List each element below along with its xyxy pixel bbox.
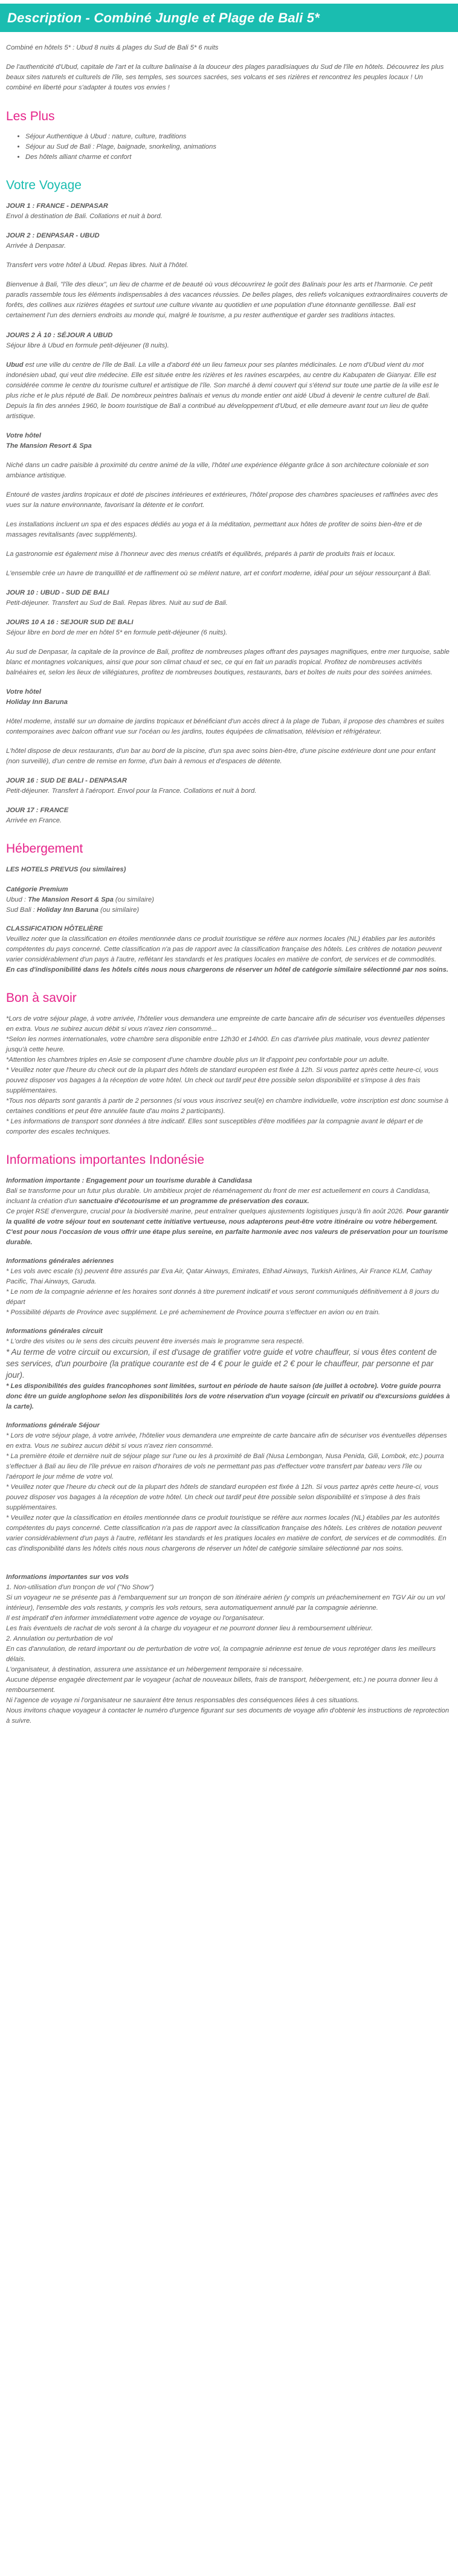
- sejour-label: Informations générale Séjour: [6, 1422, 100, 1430]
- engagement-text-2-plain: Ce projet RSE d'envergure, crucial pour la biodiversité marine, peut entraîner quelques ajustements logistiques jusqu'à fin août 2026.: [6, 1208, 407, 1216]
- bon-a-savoir: [6, 1014, 450, 1137]
- classification-text: Veuillez noter que la classification en étoiles mentionnée dans ce produit touristique se réfère aux normes locales (NL) établies par les autorités compétentes du pays concerné. Cette classification n'a pas de rapport avec la classification française des hôtels. Les critères de notation peuvent varier considérablement d'un pays à l'autre, reflétant les standards et les pratiques locales en matière de confort, de services et de commodités.: [6, 935, 442, 964]
- vols-line: Aucune dépense engagée directement par le voyageur (achat de nouveaux billets, frais de transport, hébergement, etc.) ne pourra donner lieu à remboursement.: [6, 1676, 438, 1694]
- page-title: Description - Combiné Jungle et Plage de Bali 5*: [0, 4, 458, 32]
- itinerary-text: Séjour libre à Ubud en formule petit-déjeuner (8 nuits).: [6, 341, 169, 349]
- hotel-line-suffix: (ou similaire): [98, 906, 140, 914]
- itinerary-text: La gastronomie est également mise à l'honneur avec des menus créatifs et équilibrés, préparés à partir de produits frais et locaux.: [6, 550, 396, 558]
- itinerary-block: [6, 520, 450, 540]
- engagement: [6, 1176, 450, 1248]
- infos-circuit: [6, 1326, 450, 1412]
- itinerary-text: Envol à destination de Bali. Collations et nuit à bord.: [6, 213, 163, 221]
- bon-line: *Tous nos départs sont garantis à partir de 2 personnes (si vous vous inscrivez seul(e) en chambre individuelle, votre inscription est donc soumise à certaines conditions et peut être annulée faute d'au moins 2 participants).: [6, 1097, 449, 1115]
- itinerary-label: JOUR 10 : UBUD - SUD DE BALI: [6, 589, 109, 596]
- itinerary-label: JOUR 1 : FRANCE - DENPASAR: [6, 202, 108, 210]
- vols-line: En cas d'annulation, de retard important ou de perturbation de votre vol, la compagnie aérienne est tenue de vous reprotéger dans les meilleurs délais.: [6, 1645, 436, 1664]
- description-content: [0, 43, 458, 1726]
- itinerary-block: [6, 746, 450, 767]
- itinerary-block: [6, 776, 450, 796]
- itinerary-label: JOURS 2 À 10 : SÉJOUR A UBUD: [6, 331, 113, 339]
- engagement-text-2: [6, 1207, 450, 1248]
- itinerary-block: [6, 431, 450, 451]
- bon-line: *Attention les chambres triples en Asie se composent d'une chambre double plus un lit d'appoint peu confortable pour un adulte.: [6, 1056, 389, 1064]
- sejour-line: * Lors de votre séjour plage, à votre arrivée, l'hôtelier vous demandera une empreinte de carte bancaire afin de sécuriser vos éventuelles dépenses en extra. Vous ne subirez aucun débit si vous n'avez rien consommé.: [6, 1432, 447, 1450]
- hotel-line-prefix: Sud Bali :: [6, 906, 37, 914]
- infos-vols: [6, 1572, 450, 1726]
- itinerary-text: Petit-déjeuner. Transfert à l'aéroport. Envol pour la France. Collations et nuit à bord.: [6, 787, 257, 795]
- itinerary-block: [6, 805, 450, 826]
- vols-line: Il est impératif d'en informer immédiatement votre agence de voyage ou l'organisateur.: [6, 1615, 265, 1622]
- itinerary-lead: Ubud: [6, 361, 24, 369]
- intro-subtitle: Combiné en hôtels 5* : Ubud 8 nuits & plages du Sud de Bali 5* 6 nuits: [6, 44, 219, 52]
- itinerary-block: [6, 490, 450, 511]
- infos-sejour: [6, 1421, 450, 1554]
- engagement-text: Bali se transforme pour un futur plus durable. Un ambitieux projet de réaménagement du front de mer est actuellement en cours à Candidasa, incluant la création d'un: [6, 1187, 431, 1206]
- vols-line: Nous invitons chaque voyageur à contacter le numéro d'urgence figurant sur ses documents de voyage afin d'obtenir les instructions de reprotection à suivre.: [6, 1707, 450, 1725]
- circuit-guides: * Les disponibilités des guides francophones sont limitées, surtout en période de haute saison (de juillet à octobre). Votre guide pourra donc être un guide anglophone selon les disponibilités lors de votre réservation d'un voyage (circuit en privatif ou d'excursions guidées à la carte).: [6, 1383, 450, 1411]
- classification: [6, 924, 450, 975]
- vols-line: 2. Annulation ou perturbation de vol: [6, 1635, 113, 1643]
- engagement-text-2-bold: Pour garantir la qualité de votre séjour tout en soutenant cette initiative vertueuse, nous adapterons peut-être votre itinéraire ou votre hébergement. C'est pour nous l'occasion de vous offrir une étape plus sereine, en parfaite harmonie avec nos valeurs de préservation pour un tourisme durable.: [6, 1208, 449, 1247]
- sejour-line: * Veuillez noter que la classification en étoiles mentionnée dans ce produit touristique se réfère aux normes locales (NL) établies par les autorités compétentes du pays concerné. Cette classification n'a pas de rapport avec la classification française des hôtels. Les critères de notation peuvent varier considérablement d'un pays à l'autre, reflétant les standards et les pratiques locales en matière de confort, de services et de commodités. En cas d'indisponibilité dans les hôtels cités nous nous chargerons de réserver un hôtel de catégorie similaire sélectionné par nos soins.: [6, 1514, 447, 1553]
- hotels-prevus-label: LES HOTELS PREVUS (ou similaires): [6, 865, 126, 873]
- itinerary-text: Niché dans un cadre paisible à proximité du centre animé de la ville, l'hôtel une expérience élégante grâce à son architecture coloniale et son ambiance artistique.: [6, 461, 429, 479]
- itinerary-block: [6, 280, 450, 321]
- vols-label: Informations importantes sur vos vols: [6, 1574, 129, 1581]
- engagement-label: Information importante : Engagement pour un tourisme durable à Candidasa: [6, 1177, 253, 1185]
- vols-line: Ni l'agence de voyage ni l'organisateur ne sauraient être tenus responsables des conséquences liées à ces situations.: [6, 1697, 360, 1705]
- vols-line: Si un voyageur ne se présente pas à l'embarquement sur un tronçon de son itinéraire aérien (y compris un préacheminement en TGV Air ou un vol intérieur), l'ensemble des vols restants, y compris les vols retours, sera automatiquement annulé par la compagnie aérienne.: [6, 1594, 445, 1612]
- itinerary-label: JOUR 16 : SUD DE BALI - DENPASAR: [6, 776, 127, 784]
- vols-line: L'organisateur, à destination, assurera une assistance et un hébergement temporaire si nécessaire.: [6, 1666, 304, 1674]
- infos-generales: [6, 1256, 450, 1318]
- circuit-label: Informations générales circuit: [6, 1328, 103, 1335]
- plus-item: • Des hôtels alliant charme et confort: [25, 152, 450, 163]
- bon-line: *Selon les normes internationales, votre chambre sera disponible entre 12h30 et 14h00. En cas d'arrivée plus matinale, vous devrez patienter jusqu'à cette heure.: [6, 1036, 430, 1054]
- plus-item: • Séjour au Sud de Bali : Plage, baignade, snorkeling, animations: [25, 142, 450, 152]
- itinerary-block: [6, 231, 450, 251]
- hotels-prevus: [6, 865, 450, 915]
- itinerary-block: [6, 549, 450, 560]
- itinerary-label: JOUR 17 : FRANCE: [6, 807, 69, 815]
- engagement-bold: sanctuaire d'écotourisme et un programme de préservation des coraux.: [79, 1198, 309, 1206]
- itinerary-label: JOURS 10 A 16 : SEJOUR SUD DE BALI: [6, 618, 134, 626]
- bon-line: * Veuillez noter que l'heure du check out de la plupart des hôtels de standard européen est fixée à 12h. Si vous partez après cette heure-ci, vous pouvez disposer vos bagages à la réception de votre hôtel. Un check out tardif peut être possible selon disponibilité et s'impose à des frais supplémentaires.: [6, 1067, 439, 1095]
- itinerary-text: L'hôtel dispose de deux restaurants, d'un bar au bord de la piscine, d'un spa avec soins bien-être, d'une piscine extérieure dont une pour enfant (non surveillé), d'un centre de remise en forme, d'un bain à remous et d'espaces de détente.: [6, 747, 436, 765]
- hotel-name: Holiday Inn Baruna: [37, 906, 98, 914]
- infos-heading: Informations importantes Indonésie: [6, 1153, 205, 1167]
- itinerary-text: Arrivée en France.: [6, 817, 62, 825]
- voyage-itinerary: [6, 201, 450, 826]
- itinerary-text: The Mansion Resort & Spa: [6, 442, 92, 450]
- itinerary-label: JOUR 2 : DENPASAR - UBUD: [6, 232, 100, 240]
- classification-bold: En cas d'indisponibilité dans les hôtels cités nous nous chargerons de réserver un hôtel de catégorie similaire sélectionné par nos soins.: [6, 966, 448, 974]
- itinerary-text: Les installations incluent un spa et des espaces dédiés au yoga et à la méditation, permettant aux hôtes de profiter de soins bien-être et de massages revitalisants (avec suppléments).: [6, 520, 422, 538]
- itinerary-block: [6, 201, 450, 222]
- bon-line: * Les informations de transport sont données à titre indicatif. Elles sont susceptibles d'être modifiées par la compagnie avant le départ et de comporter des escales techniques.: [6, 1118, 423, 1136]
- circuit-line: * L'ordre des visites ou le sens des circuits peuvent être inversés mais le programme sera respecté.: [6, 1338, 305, 1346]
- itinerary-text: Hôtel moderne, installé sur un domaine de jardins tropicaux et bénéficiant d'un accès direct à la plage de Tuban, il propose des chambres et suites contemporaines avec balcon offrant vue sur l'océan ou les jardins, toutes équipées de climatisation, télévision et réfrigérateur.: [6, 717, 445, 735]
- itinerary-block: [6, 360, 450, 422]
- generales-label: Informations générales aériennes: [6, 1257, 114, 1265]
- itinerary-label: Votre hôtel: [6, 431, 42, 439]
- sejour-line: * La première étoile et dernière nuit de séjour plage sur l'une ou les à proximité de Bali (Nusa Lembongan, Nusa Penida, Gili, Lombok, etc.) pourra s'effectuer à Bali au lieu de l'île prévue en raison d'horaires de vols ne permettant pas pas d'effectuer votre transfert par bateau vers l'île ou l'aéroport le jour même de votre vol.: [6, 1453, 444, 1481]
- itinerary-text: Arrivée à Denpasar.: [6, 242, 66, 250]
- itinerary-text: Entouré de vastes jardins tropicaux et doté de piscines intérieures et extérieures, l'hôtel propose des chambres spacieuses et raffinées avec des vues sur la nature environnante, favorisant la détente et le confort.: [6, 491, 438, 509]
- itinerary-text: Au sud de Denpasar, la capitale de la province de Bali, profitez de nombreuses plages offrant des paysages magnifiques, entre mer turquoise, sable blanc et montagnes volcaniques, ainsi que pour son climat chaud et sec, ce qui en fait un paradis tropical. Profitez de nombreuses activités balnéaires et, selon les lieux de villégiatures, profitez de nombreuses boutiques, restaurants, bars et boîtes de nuits pour des soirées animées.: [6, 648, 450, 676]
- category-label: Catégorie Premium: [6, 885, 68, 893]
- hotel-line-suffix: (ou similaire): [113, 896, 154, 903]
- generales-line: * Possibilité départs de Province avec supplément. Le pré acheminement de Province pourra s'effectuer en avion ou en train.: [6, 1309, 381, 1317]
- itinerary-block: [6, 331, 450, 351]
- itinerary-block: [6, 588, 450, 608]
- plus-list: [6, 132, 450, 163]
- bon-heading: Bon à savoir: [6, 991, 77, 1006]
- classification-label: CLASSIFICATION HÔTELIÈRE: [6, 925, 103, 933]
- itinerary-block: [6, 460, 450, 481]
- itinerary-block: [6, 717, 450, 737]
- itinerary-text: L'ensemble crée un havre de tranquillité et de raffinement où se mêlent nature, art et confort moderne, idéal pour un séjour ressourçant à Bali.: [6, 569, 431, 577]
- itinerary-block: [6, 647, 450, 678]
- voyage-heading: Votre Voyage: [6, 178, 82, 193]
- plus-heading: Les Plus: [6, 109, 55, 123]
- generales-line: * Le nom de la compagnie aérienne et les horaires sont donnés à titre purement indicatif et vous seront communiqués définitivement à 8 jours du départ: [6, 1288, 439, 1306]
- hotel-name: The Mansion Resort & Spa: [28, 896, 114, 903]
- itinerary-label: Votre hôtel: [6, 688, 42, 696]
- itinerary-text: est une ville du centre de l'île de Bali. La ville a d'abord été un lieu fameux pour ses plantes médicinales. Le nom d'Ubud vient du mot indonésien ubad, qui veut dire médecine. Elle est située entre les rizières et les ravines escarpées, au centre du Kabupaten de Gianyar. Elle est considérée comme le centre du tourisme culturel et artistique de l'île. Son marché à demi couvert qui s'étend sur toute une partie de la ville est le plus riche et le plus réputé de Bali. De nombreux peintres balinais et venus du monde entier ont aidé Ubud à devenir le centre culturel de Bali. Depuis la fin des années 1960, le boom touristique de Bali a contribué au développement d'Ubud, et elle demeure avant tout un lieu de quête artistique.: [6, 361, 439, 420]
- generales-line: * Les vols avec escale (s) peuvent être assurés par Eva Air, Qatar Airways, Emirates, Etihad Airways, Turkish Airlines, Air France KLM, Cathay Pacific, Thai Airways, Garuda.: [6, 1268, 432, 1286]
- hebergement-heading: Hébergement: [6, 842, 83, 856]
- intro-paragraph: De l'authenticité d'Ubud, capitale de l'art et la culture balinaise à la douceur des plages paradisiaques du Sud de l'île en hôtels. Découvrez les plus beaux sites naturels et culturels de l'île, ses temples, ses sources sacrées, ses volcans et ses rizières et rencontrez les peuples locaux ! Un combiné en liberté pour s'adapter à toutes vos envies !: [6, 63, 444, 92]
- vols-line: 1. Non-utilisation d'un tronçon de vol ("No Show"): [6, 1584, 154, 1592]
- itinerary-text: Holiday Inn Baruna: [6, 698, 68, 706]
- itinerary-block: [6, 260, 450, 271]
- hotel-line-sud: [6, 905, 450, 915]
- hotel-line-prefix: Ubud :: [6, 896, 28, 903]
- itinerary-block: [6, 618, 450, 638]
- itinerary-text: Petit-déjeuner. Transfert au Sud de Bali. Repas libres. Nuit au sud de Bali.: [6, 599, 228, 607]
- itinerary-text: Séjour libre en bord de mer en hôtel 5* en formule petit-déjeuner (6 nuits).: [6, 628, 228, 636]
- sejour-line: * Veuillez noter que l'heure du check out de la plupart des hôtels de standard européen est fixée à 12h. Si vous partez après cette heure-ci, vous pouvez disposer vos bagages à la réception de votre hôtel. Un check out tardif peut être possible selon disponibilité et s'impose à des frais supplémentaires.: [6, 1483, 439, 1512]
- hotel-line-ubud: [6, 895, 450, 905]
- itinerary-block: [6, 569, 450, 579]
- plus-item: • Séjour Authentique à Ubud : nature, culture, traditions: [25, 132, 450, 142]
- itinerary-text: Transfert vers votre hôtel à Ubud. Repas libres. Nuit à l'hôtel.: [6, 262, 189, 270]
- itinerary-text: Bienvenue à Bali, "l'île des dieux", un lieu de charme et de beauté où vous découvrirez le goût des Balinais pour les arts et l'harmonie. Ce petit paradis rassemble tous les éléments indispensables à des vacances réussies. De belles plages, des reliefs volcaniques extraordinaires couverts de forêts, des collines aux rizières étagées et surtout une culture vivante au quotidien et une population d'une étonnante gentillesse. Bali est certainement l'un des derniers endroits au monde qui, malgré le tourisme, a pu rester authentique et garder ses traditions intactes.: [6, 281, 448, 320]
- bon-line: *Lors de votre séjour plage, à votre arrivée, l'hôtelier vous demandera une empreinte de carte bancaire afin de sécuriser vos éventuelles dépenses en extra. Vous ne subirez aucun débit si vous n'avez rien consommé...: [6, 1015, 445, 1033]
- vols-line: Les frais éventuels de rachat de vols seront à la charge du voyageur et ne pourront donner lieu à remboursement ultérieur.: [6, 1625, 373, 1633]
- itinerary-block: [6, 687, 450, 708]
- circuit-tip: * Au terme de votre circuit ou excursion, il est d'usage de gratifier votre guide et votre chauffeur, si vous êtes content de ses services, d'un pourboire (la pratique courante est de 4 € pour le guide et 2 € pour le chauffeur, par personne et par jour).: [6, 1348, 437, 1380]
